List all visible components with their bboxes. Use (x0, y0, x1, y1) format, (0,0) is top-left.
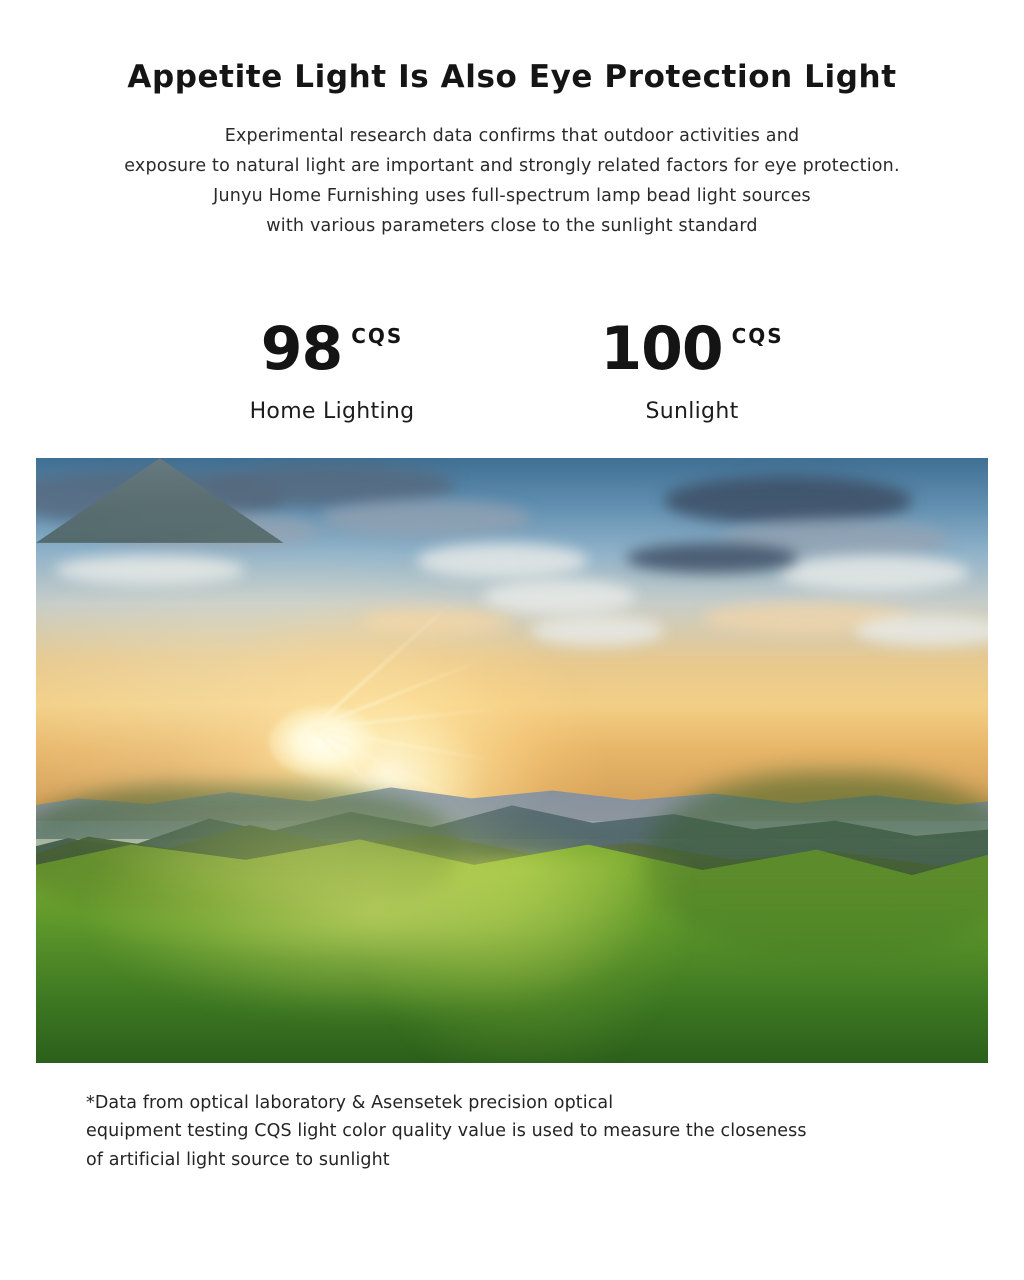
cqs-stats-row (0, 314, 1024, 425)
intro-line-1: Experimental research data confirms that outdoor activities and (224, 125, 800, 146)
stat-home-lighting-label: Home Lighting (249, 399, 415, 425)
page-title: Appetite Light Is Also Eye Protection Light (127, 59, 897, 95)
cloud-shape (322, 500, 531, 536)
stat-home-lighting-value: 98 (260, 314, 343, 385)
grass-sunlight-highlight (93, 809, 645, 1015)
cloud-shape (664, 476, 912, 524)
cloud-shape (779, 555, 969, 591)
cloud-shape (417, 543, 588, 579)
footnote (62, 1089, 962, 1174)
stat-home-lighting (152, 314, 512, 425)
footnote-line-2: equipment testing CQS light color quality value is used to measure the closeness (86, 1121, 807, 1142)
intro-line-3: Junyu Home Furnishing uses full-spectrum lamp bead light sources (213, 185, 811, 206)
stat-sunlight-value: 100 (600, 314, 723, 385)
stat-sunlight-unit: CQS (731, 324, 784, 349)
grass-shadow-right (645, 773, 988, 955)
sunrise-landscape-photo (36, 458, 988, 1063)
footnote-line-1: *Data from optical laboratory & Asensetek precision optical (86, 1093, 614, 1114)
intro-line-2: exposure to natural light are important and strongly related factors for eye protection. (124, 155, 900, 176)
stat-sunlight (512, 314, 872, 425)
intro-line-4: with various parameters close to the sunlight standard (266, 216, 758, 237)
footnote-line-3: of artificial light source to sunlight (86, 1149, 390, 1170)
stat-home-lighting-unit: CQS (351, 324, 404, 349)
stat-sunlight-label: Sunlight (645, 399, 739, 425)
stat-home-lighting-value-row (152, 314, 512, 385)
intro-paragraph (52, 121, 972, 241)
cloud-shape (55, 555, 245, 585)
photo-canvas (36, 458, 988, 1063)
stat-sunlight-value-row (512, 314, 872, 385)
cloud-shape (626, 543, 797, 573)
cloud-shape (855, 615, 988, 645)
